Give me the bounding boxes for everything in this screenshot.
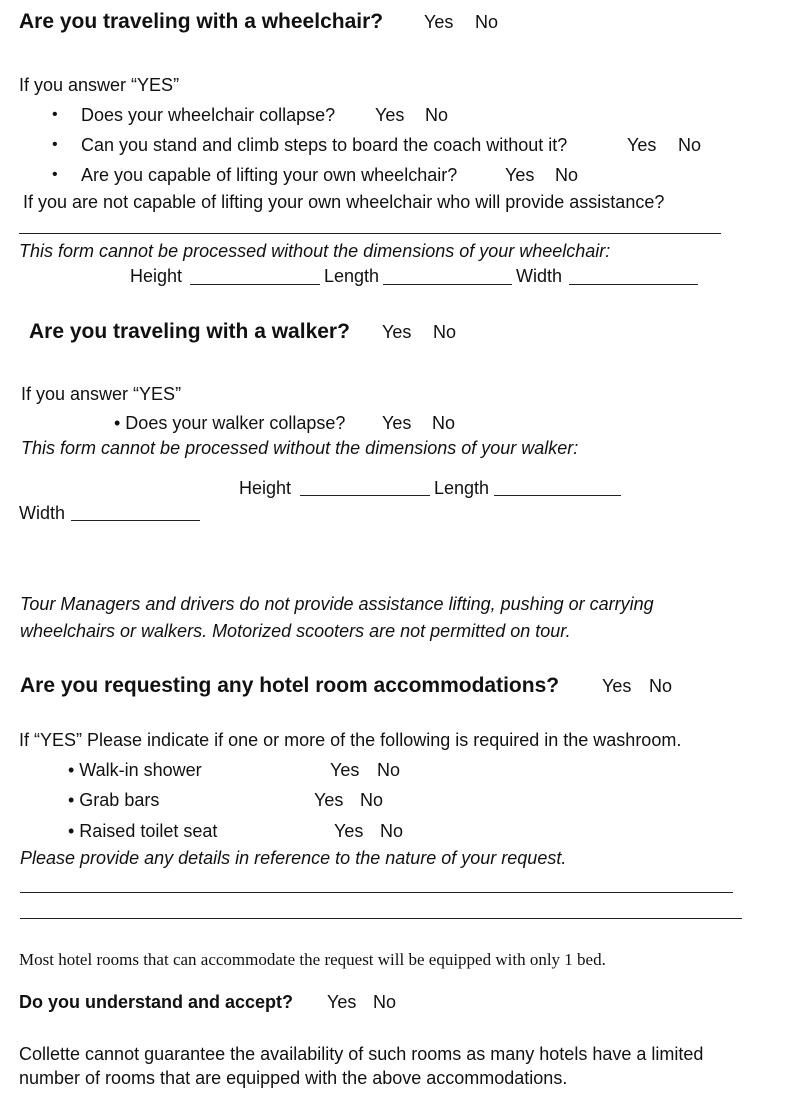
walker-yes-option[interactable]: Yes (382, 322, 412, 342)
walk-in-shower-item: • Walk-in shower (68, 760, 202, 780)
stand-climb-no-option[interactable]: No (678, 135, 702, 155)
wheelchair-height-field[interactable] (190, 284, 320, 285)
details-answer-line-2[interactable] (20, 918, 742, 919)
assistance-note-line-1: Tour Managers and drivers do not provide assistance lifting, pushing or carrying (20, 594, 654, 614)
hotel-no-option[interactable]: No (649, 676, 673, 696)
accept-question: Do you understand and accept? (19, 992, 294, 1012)
accept-yes-option[interactable]: Yes (327, 992, 357, 1012)
grab-bars-item: • Grab bars (68, 790, 160, 810)
assistance-answer-line[interactable] (19, 233, 721, 234)
grab-bars-no-option[interactable]: No (360, 790, 384, 810)
lift-wheelchair-question: Are you capable of lifting your own wheelchair? (81, 165, 458, 185)
wheelchair-if-yes-label: If you answer “YES” (19, 75, 180, 95)
walker-collapse-question: • Does your walker collapse? (114, 413, 346, 433)
walker-width-label: Width (19, 503, 66, 523)
walker-height-label: Height (239, 478, 292, 498)
availability-note-line-1: Collette cannot guarantee the availability of such rooms as many hotels have a limited (19, 1044, 704, 1064)
walker-if-yes-label: If you answer “YES” (21, 384, 182, 404)
wheelchair-no-option[interactable]: No (475, 12, 499, 32)
hotel-if-yes-label: If “YES” Please indicate if one or more of the following is required in the washroom. (19, 730, 682, 750)
hotel-yes-option[interactable]: Yes (602, 676, 632, 696)
wheelchair-yes-option[interactable]: Yes (424, 12, 454, 32)
wheelchair-width-field[interactable] (569, 284, 698, 285)
wheelchair-dimensions-note: This form cannot be processed without the dimensions of your wheelchair: (19, 241, 611, 261)
stand-climb-yes-option[interactable]: Yes (627, 135, 657, 155)
bullet-icon: • (52, 136, 58, 153)
wheelchair-length-field[interactable] (383, 284, 512, 285)
walker-dimensions-note: This form cannot be processed without the dimensions of your walker: (21, 438, 579, 458)
collapse-yes-option[interactable]: Yes (375, 105, 405, 125)
wheelchair-height-label: Height (130, 266, 183, 286)
bullet-icon: • (52, 106, 58, 123)
walker-length-field[interactable] (494, 495, 621, 496)
walker-question: Are you traveling with a walker? (29, 320, 350, 343)
wheelchair-length-label: Length (324, 266, 380, 286)
walk-in-shower-yes-option[interactable]: Yes (330, 760, 360, 780)
stand-climb-question: Can you stand and climb steps to board the coach without it? (81, 135, 568, 155)
bed-note: Most hotel rooms that can accommodate the request will be equipped with only 1 bed. (19, 950, 606, 969)
lift-no-option[interactable]: No (555, 165, 579, 185)
assistance-question: If you are not capable of lifting your own wheelchair who will provide assistance? (23, 192, 665, 212)
walker-length-label: Length (434, 478, 490, 498)
availability-note-line-2: number of rooms that are equipped with the above accommodations. (19, 1068, 568, 1088)
walk-in-shower-no-option[interactable]: No (377, 760, 401, 780)
lift-yes-option[interactable]: Yes (505, 165, 535, 185)
details-answer-line-1[interactable] (20, 892, 733, 893)
grab-bars-yes-option[interactable]: Yes (314, 790, 344, 810)
details-prompt: Please provide any details in reference to the nature of your request. (20, 848, 567, 868)
walker-height-field[interactable] (300, 495, 430, 496)
walker-width-field[interactable] (71, 520, 200, 521)
hotel-question: Are you requesting any hotel room accommodations? (20, 674, 560, 697)
walker-collapse-yes-option[interactable]: Yes (382, 413, 412, 433)
wheelchair-question: Are you traveling with a wheelchair? (19, 10, 384, 33)
walker-no-option[interactable]: No (433, 322, 457, 342)
wheelchair-width-label: Width (516, 266, 563, 286)
raised-toilet-seat-no-option[interactable]: No (380, 821, 404, 841)
wheelchair-collapse-question: Does your wheelchair collapse? (81, 105, 336, 125)
assistance-note-line-2: wheelchairs or walkers. Motorized scooters are not permitted on tour. (20, 621, 571, 641)
accept-no-option[interactable]: No (373, 992, 397, 1012)
bullet-icon: • (52, 166, 58, 183)
raised-toilet-seat-yes-option[interactable]: Yes (334, 821, 364, 841)
collapse-no-option[interactable]: No (425, 105, 449, 125)
raised-toilet-seat-item: • Raised toilet seat (68, 821, 218, 841)
walker-collapse-no-option[interactable]: No (432, 413, 456, 433)
